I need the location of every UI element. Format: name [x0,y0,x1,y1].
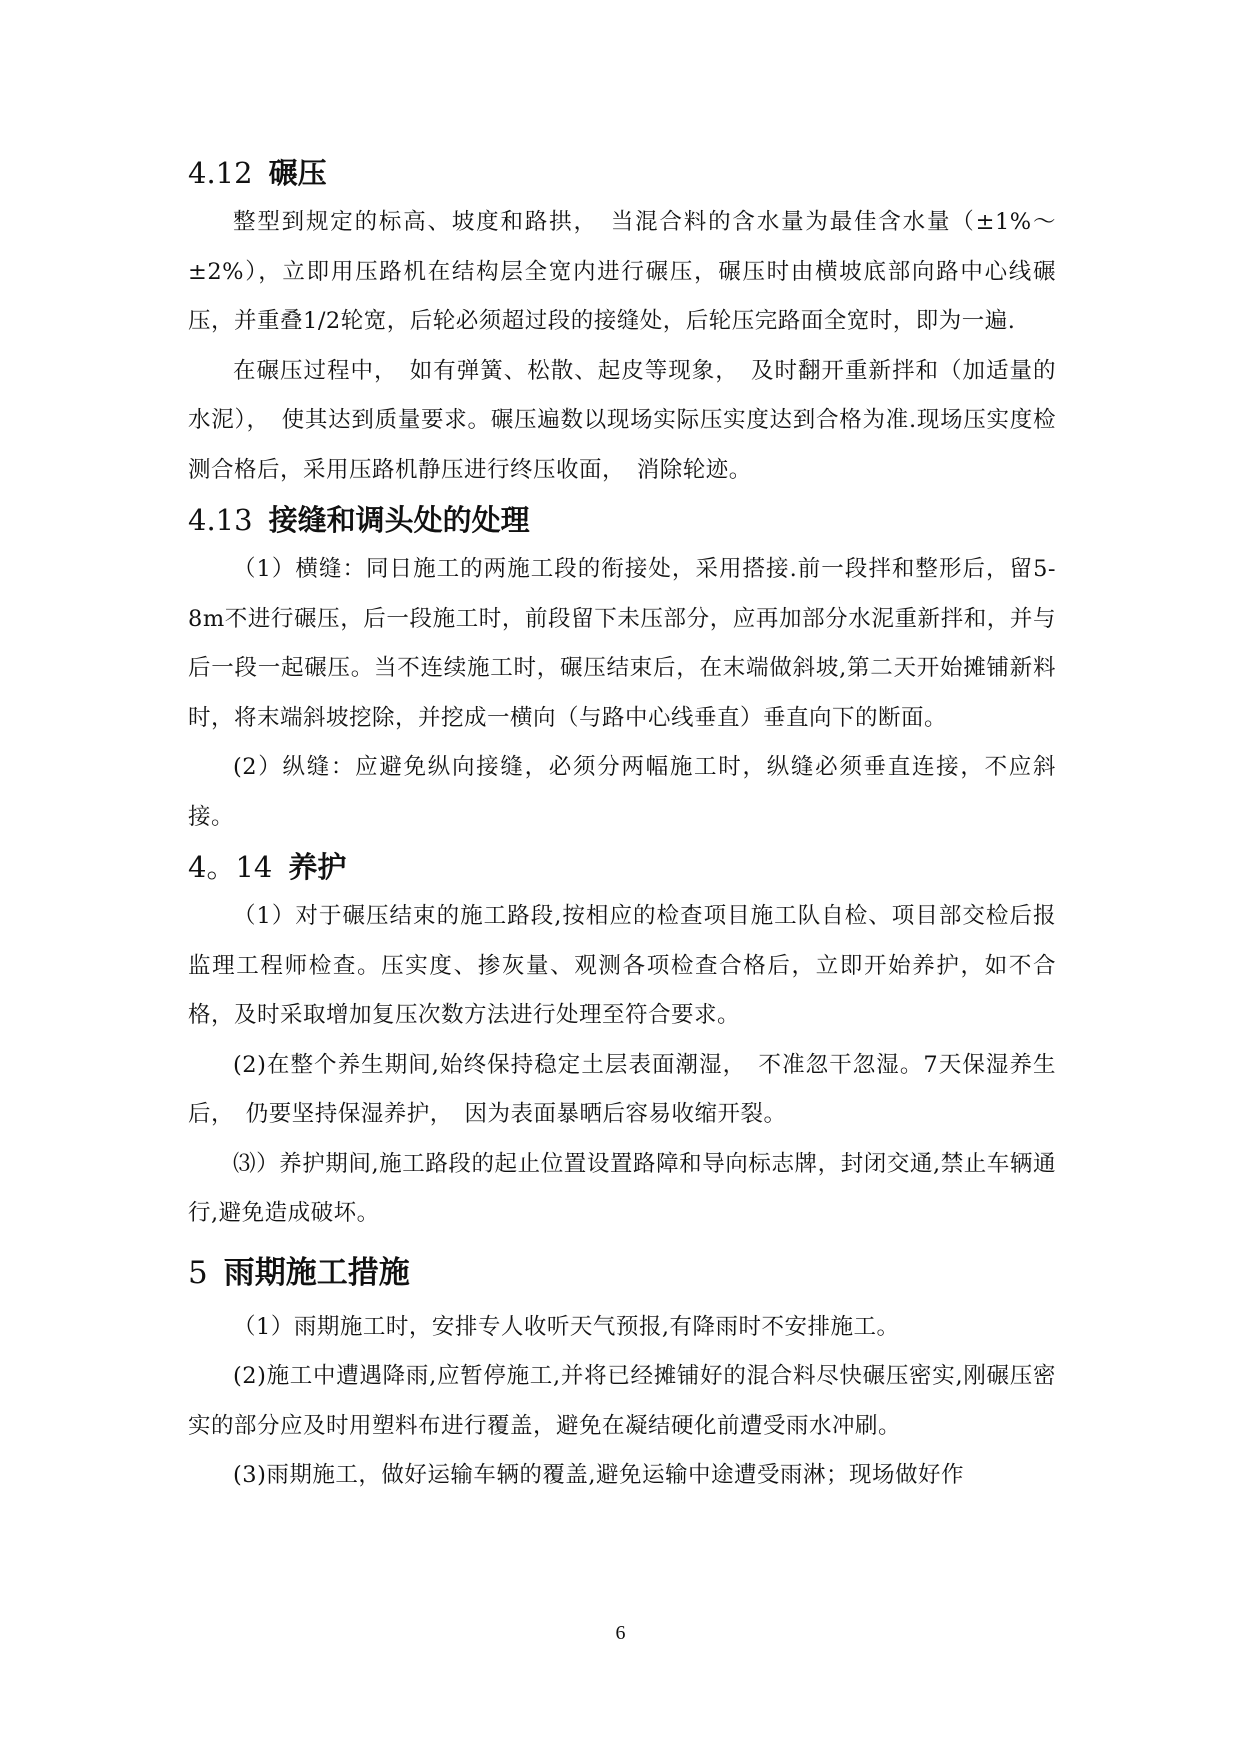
paragraph: （1）横缝：同日施工的两施工段的衔接处，采用搭接.前一段拌和整形后，留5-8m不进行碾压，后一段施工时，前段留下未压部分，应再加部分水泥重新拌和，并与后一段一起碾压。当不连续施工时，碾压结束后，在末端做斜坡,第二天开始摊铺新料时，将末端斜坡挖除，并挖成一横向（与路中心线垂直）垂直向下的断面。 [188,556,1056,731]
section-title: 碾压 [268,156,327,190]
paragraph: 在碾压过程中， 如有弹簧、松散、起皮等现象， 及时翻开重新拌和（加适量的水泥）， 使其达到质量要求。碾压遍数以现场实际压实度达到合格为准.现场压实度检测合格后，采用压路机静压进行终压收面， 消除轮迹。 [188,357,1056,483]
page-content [188,148,1056,1501]
section-heading-4-13 [188,495,1056,545]
section-heading-4-12 [188,148,1056,198]
section-number: 5 [188,1254,208,1291]
section-title: 接缝和调头处的处理 [268,503,530,537]
section-heading-4-14 [188,842,1056,892]
paragraph: （1）对于碾压结束的施工路段,按相应的检查项目施工队自检、项目部交检后报监理工程师检查。压实度、掺灰量、观测各项检查合格后，立即开始养护，如不合格，及时采取增加复压次数方法进行处理至符合要求。 [188,903,1056,1028]
paragraph: (2)在整个养生期间,始终保持稳定土层表面潮湿， 不准忽干忽湿。7天保湿养生后， 仍要坚持保湿养护， 因为表面暴晒后容易收缩开裂。 [188,1051,1056,1127]
paragraph: 整型到规定的标高、坡度和路拱， 当混合料的含水量为最佳含水量（±1%～±2%），立即用压路机在结构层全宽内进行碾压，碾压时由横坡底部向路中心线碾压，并重叠1/2轮宽，后轮必须超过段的接缝处，后轮压完路面全宽时，即为一遍. [188,209,1056,334]
paragraph: (3)雨期施工，做好运输车辆的覆盖,避免运输中途遭受雨淋；现场做好作 [233,1462,965,1488]
paragraph: (2)施工中遭遇降雨,应暂停施工,并将已经摊铺好的混合料尽快碾压密实,刚碾压密实的部分应及时用塑料布进行覆盖，避免在凝结硬化前遭受雨水冲刷。 [188,1363,1056,1439]
paragraph: ⑶）养护期间,施工路段的起止位置设置路障和导向标志牌，封闭交通,禁止车辆通行,避免造成破坏。 [188,1150,1056,1226]
section-title: 养护 [288,850,347,884]
section-heading-5 [188,1245,1056,1301]
page-number: 6 [615,1622,626,1644]
paragraph: (2）纵缝：应避免纵向接缝，必须分两幅施工时，纵缝必须垂直连接，不应斜接。 [188,754,1056,830]
section-number: 4.12 [188,156,253,190]
section-number: 4。14 [188,850,273,884]
section-title: 雨期施工措施 [223,1254,410,1291]
paragraph: （1）雨期施工时，安排专人收听天气预报,有降雨时不安排施工。 [233,1313,900,1340]
section-number: 4.13 [188,503,253,537]
